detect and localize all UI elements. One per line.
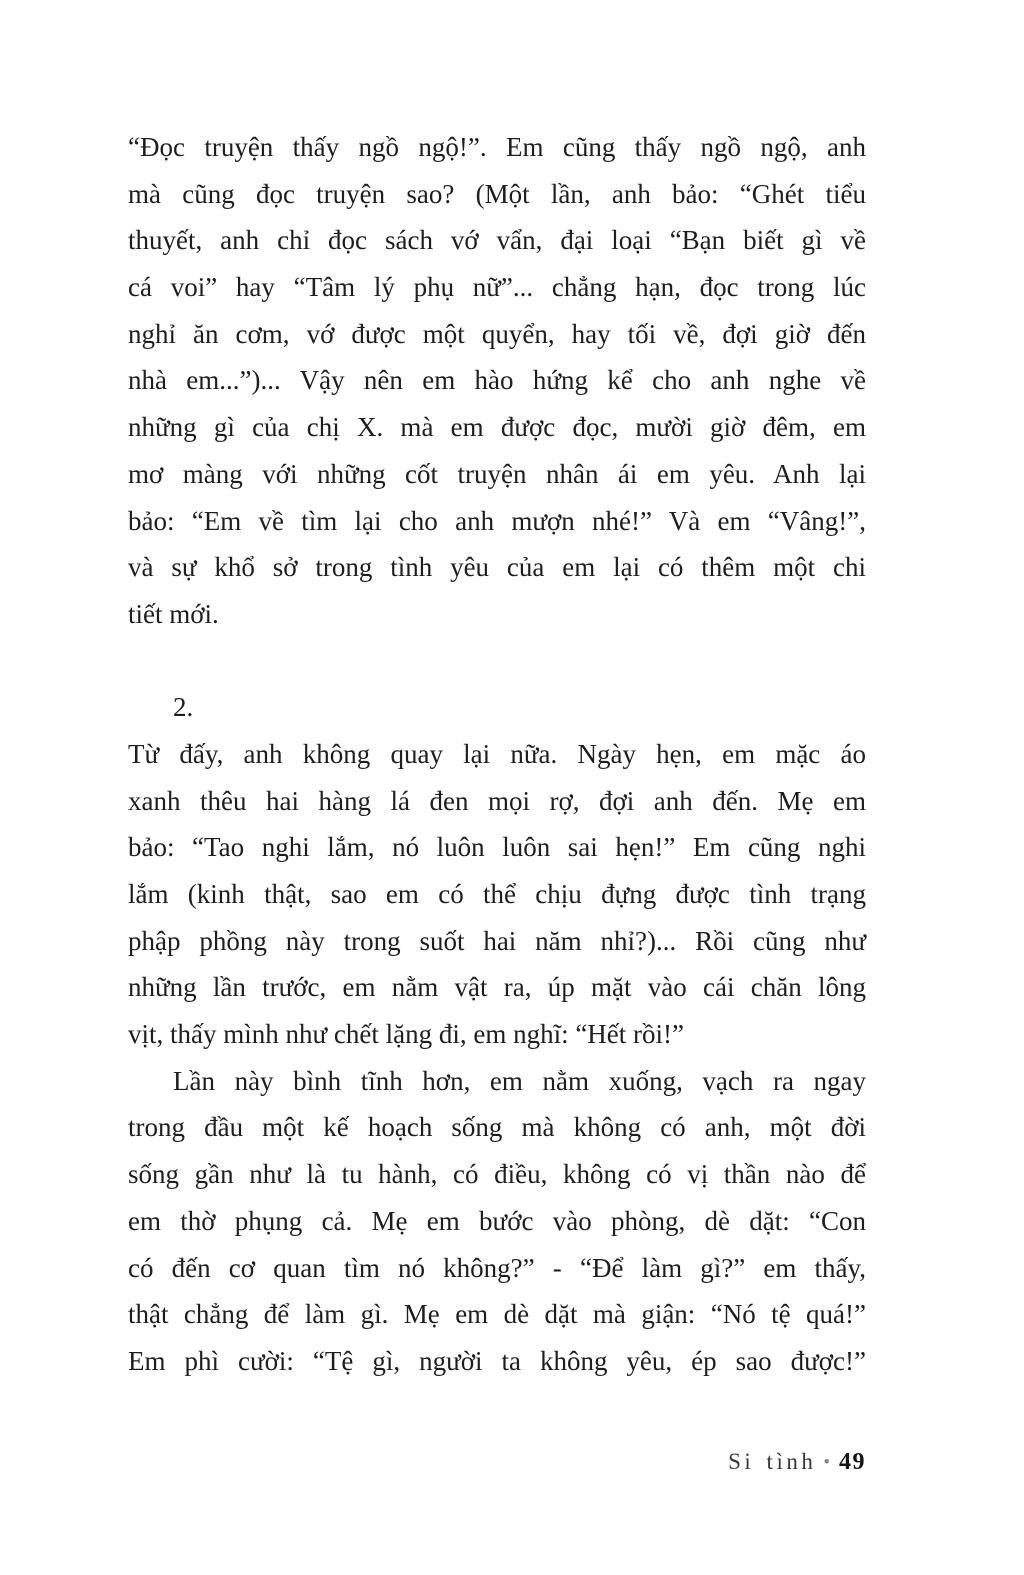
page-footer (128, 1448, 866, 1477)
text-line: bảo: “Tao nghi lắm, nó luôn luôn sai hẹn!” Em cũng nghi (128, 832, 866, 863)
text-line: những lần trước, em nằm vật ra, úp mặt vào cái chăn lông (128, 972, 866, 1003)
text-line: Từ đấy, anh không quay lại nữa. Ngày hẹn, em mặc áo (128, 738, 866, 769)
text-block (128, 124, 866, 1385)
text-line: mơ màng với những cốt truyện nhân ái em yêu. Anh lại (128, 458, 866, 489)
text-line: xanh thêu hai hàng lá đen mọi rợ, đợi anh đến. Mẹ em (128, 785, 866, 816)
text-line: Em phì cười: “Tệ gì, người ta không yêu, ép sao được!” (128, 1345, 866, 1376)
paragraph-spacer (128, 638, 866, 685)
text-line: nghỉ ăn cơm, vớ được một quyển, hay tối về, đợi giờ đến (128, 318, 866, 349)
text-line: lắm (kinh thật, sao em có thể chịu đựng được tình trạng (128, 879, 866, 909)
text-line: phập phồng này trong suốt hai năm nhỉ?)... Rồi cũng như (128, 925, 866, 956)
text-line: có đến cơ quan tìm nó không?” - “Để làm gì?” em thấy, (128, 1252, 866, 1283)
text-line: và sự khổ sở trong tình yêu của em lại có thêm một chi (128, 552, 866, 583)
text-line: Lần này bình tĩnh hơn, em nằm xuống, vạch ra ngay (173, 1065, 866, 1096)
text-line: thuyết, anh chỉ đọc sách vớ vẩn, đại loại “Bạn biết gì về (128, 225, 866, 256)
bullet-icon: • (823, 1452, 830, 1473)
text-line: trong đầu một kế hoạch sống mà không có anh, một đời (128, 1112, 866, 1143)
text-line: “Đọc truyện thấy ngồ ngộ!”. Em cũng thấy ngồ ngộ, anh (128, 132, 866, 162)
running-footer-chapter: Si tình (728, 1449, 817, 1474)
text-line: nhà em...”)... Vậy nên em hào hứng kể cho anh nghe về (128, 365, 866, 396)
page-number: 49 (839, 1449, 866, 1475)
text-line: thật chẳng để làm gì. Mẹ em dè dặt mà giận: “Nó tệ quá!” (128, 1299, 866, 1330)
text-line: cá voi” hay “Tâm lý phụ nữ”... chẳng hạn, đọc trong lúc (128, 272, 866, 303)
text-line: vịt, thấy mình như chết lặng đi, em nghĩ: “Hết rồi!” (128, 1019, 685, 1050)
text-line: bảo: “Em về tìm lại cho anh mượn nhé!” Và em “Vâng!”, (128, 505, 866, 536)
text-line: tiết mới. (128, 598, 219, 629)
text-line: những gì của chị X. mà em được đọc, mười giờ đêm, em (128, 412, 866, 443)
text-line: em thờ phụng cả. Mẹ em bước vào phòng, dè dặt: “Con (128, 1205, 866, 1236)
text-line: sống gần như là tu hành, có điều, không có vị thần nào để (128, 1159, 866, 1190)
text-line: mà cũng đọc truyện sao? (Một lần, anh bảo: “Ghét tiểu (128, 178, 866, 209)
section-number: 2. (173, 692, 194, 723)
